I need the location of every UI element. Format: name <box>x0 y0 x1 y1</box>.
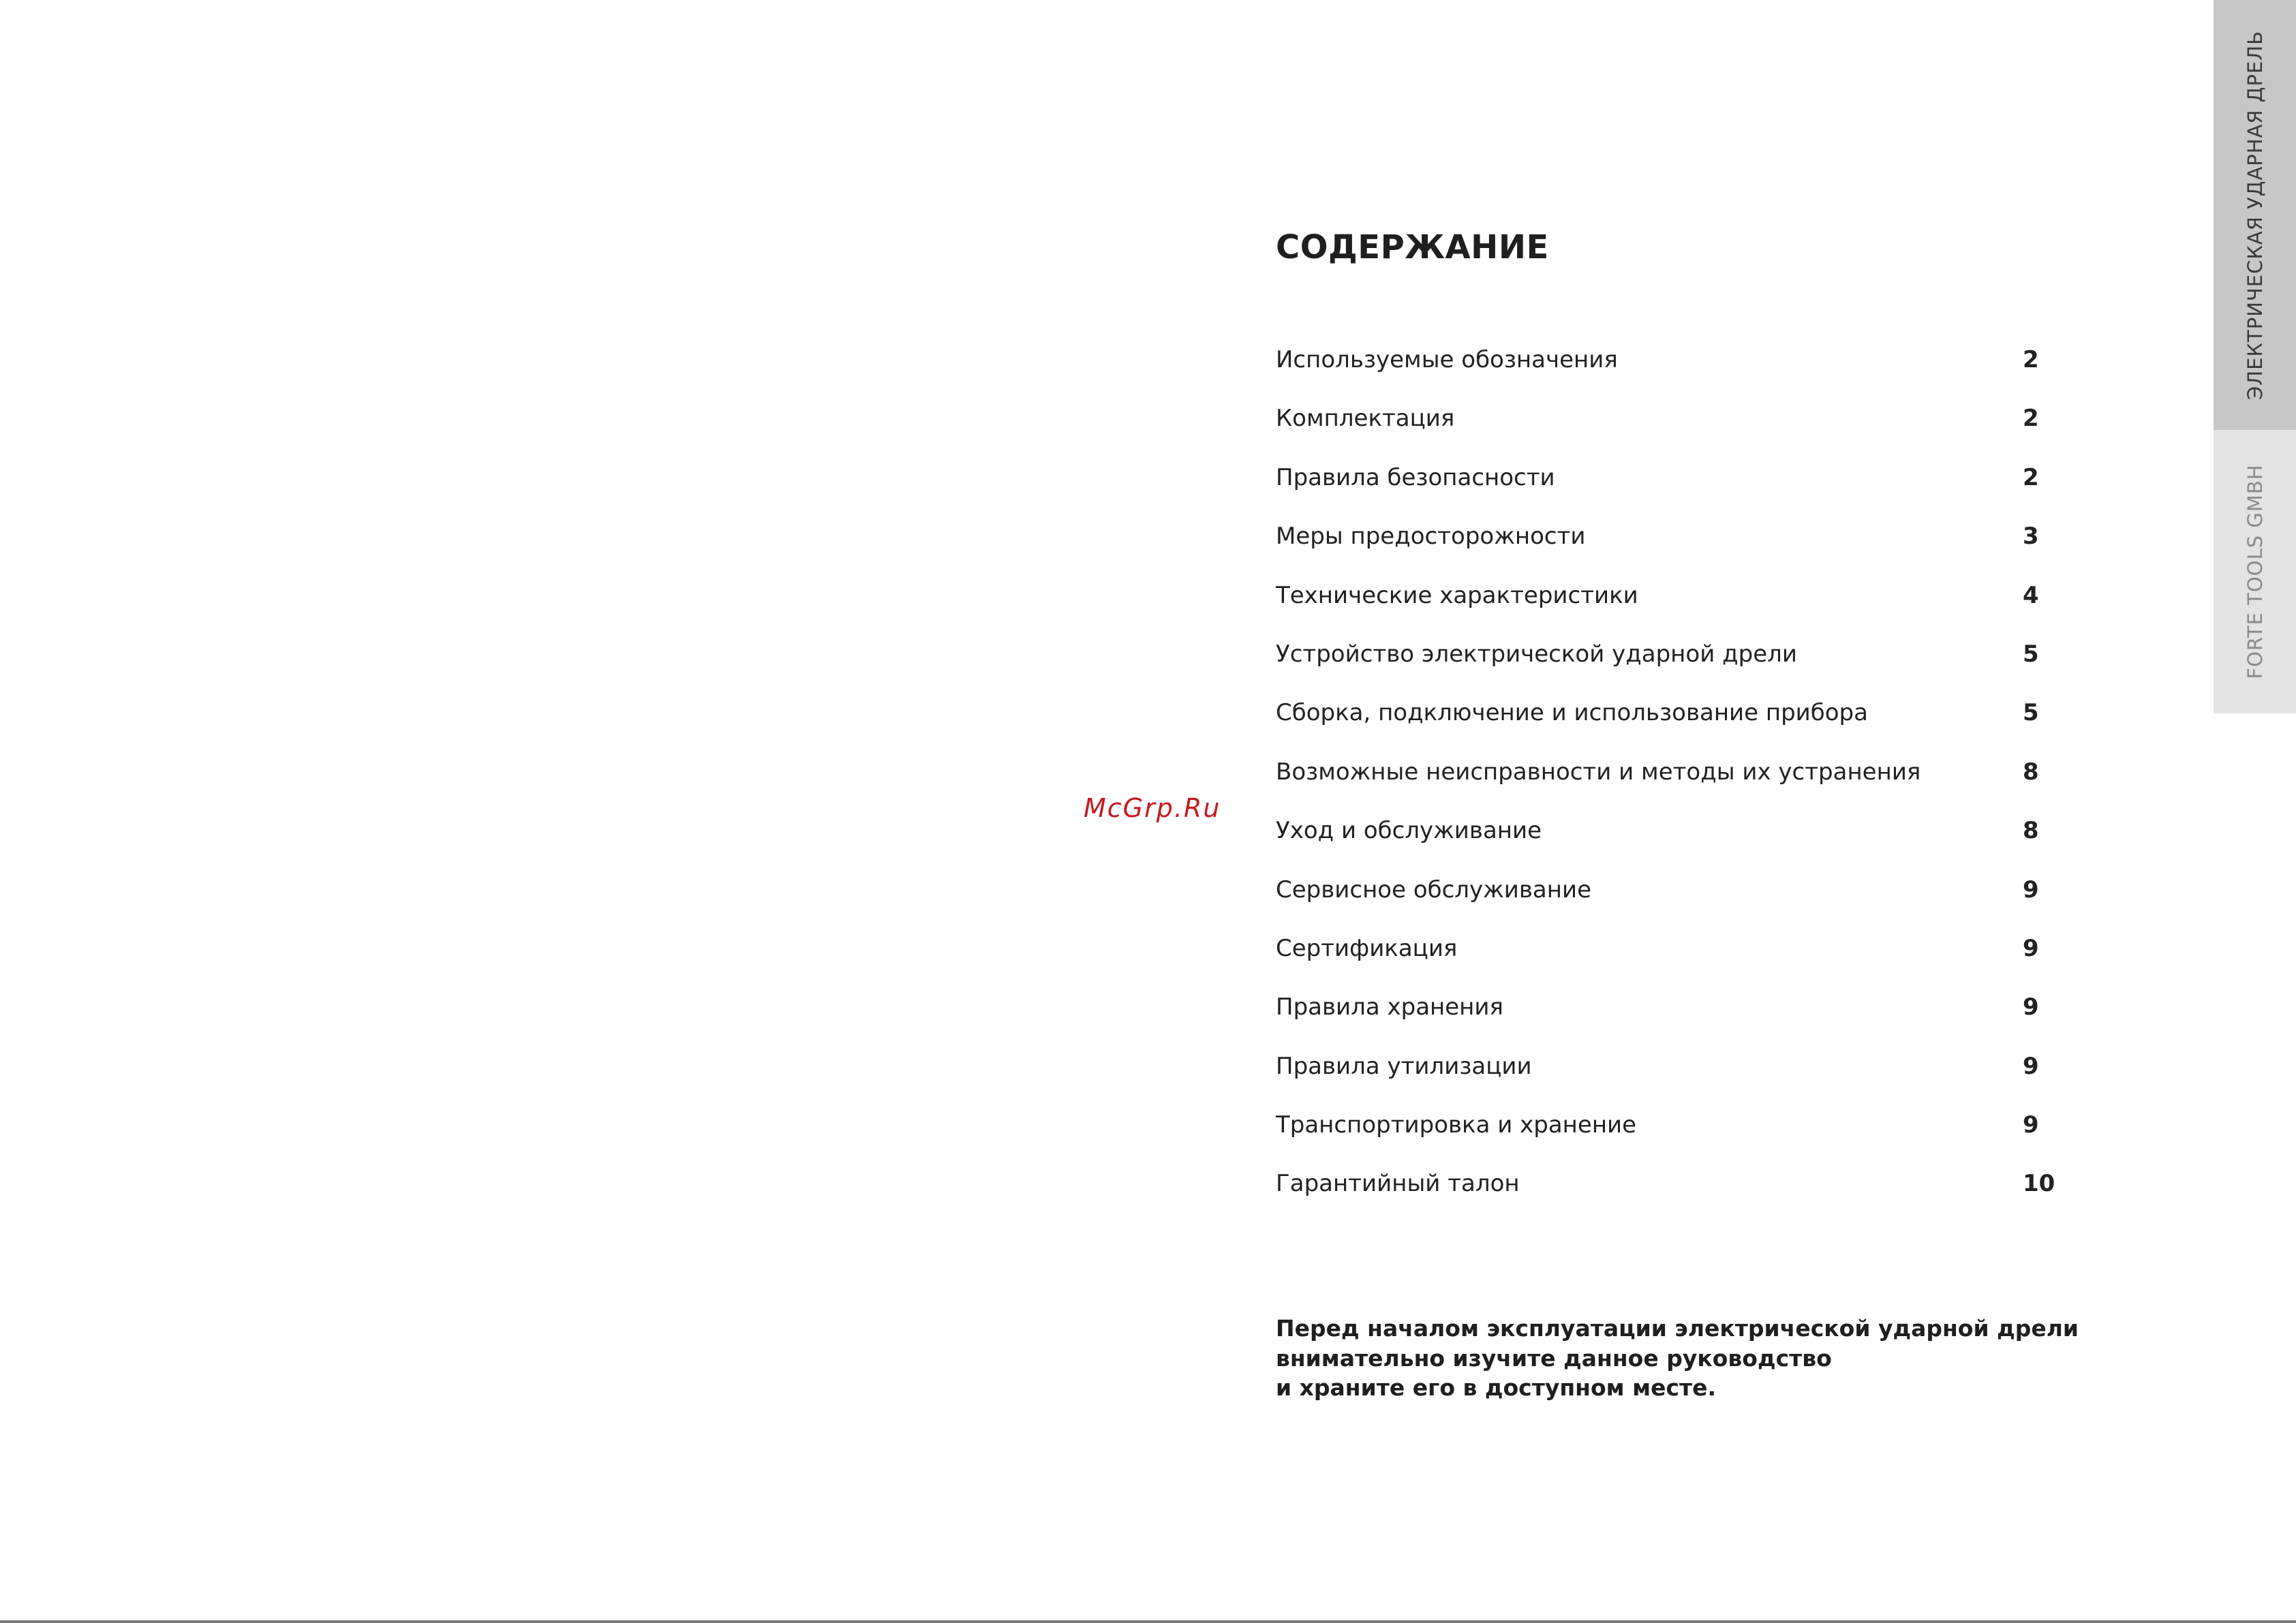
usage-note-line: и храните его в доступном месте. <box>1276 1374 1717 1401</box>
toc-item-page: 2 <box>2023 405 2039 433</box>
toc-item-page: 8 <box>2023 817 2039 845</box>
toc-item-label: Правила безопасности <box>1276 463 1555 491</box>
toc-item <box>1276 696 2053 754</box>
toc-item <box>1276 401 2053 460</box>
toc-item-page: 3 <box>2023 523 2039 551</box>
toc-item <box>1276 990 2053 1049</box>
usage-note-line: Перед началом эксплуатации электрической ударной дрели <box>1276 1315 2079 1342</box>
toc-item-page: 5 <box>2023 640 2039 668</box>
toc-item <box>1276 814 2053 872</box>
toc-item-label: Уход и обслуживание <box>1276 817 1542 845</box>
toc-item-label: Меры предосторожности <box>1276 523 1586 551</box>
watermark-text: McGrp.Ru <box>1084 793 1221 823</box>
side-tab-brand <box>2214 430 2296 713</box>
toc-item <box>1276 519 2053 578</box>
side-tab-brand-label: FORTE TOOLS GMBH <box>2243 464 2267 679</box>
toc-item-page: 10 <box>2023 1170 2055 1198</box>
toc-item-label: Технические характеристики <box>1276 581 1638 609</box>
toc-item-label: Сборка, подключение и использование прибора <box>1276 699 1868 727</box>
toc-item-page: 9 <box>2023 1052 2039 1080</box>
toc-item-page: 8 <box>2023 758 2039 786</box>
toc-item-page: 4 <box>2023 581 2039 609</box>
toc-item-label: Комплектация <box>1276 405 1455 433</box>
toc-item-label: Используемые обозначения <box>1276 346 1618 373</box>
side-tab-product-label: ЭЛЕКТРИЧЕСКАЯ УДАРНАЯ ДРЕЛЬ <box>2243 30 2267 400</box>
toc-item <box>1276 931 2053 990</box>
toc-item-label: Транспортировка и хранение <box>1276 1111 1637 1139</box>
toc-item-label: Гарантийный талон <box>1276 1170 1520 1198</box>
toc-item-page: 9 <box>2023 876 2039 903</box>
bottom-divider <box>0 1620 2296 1623</box>
page-title: СОДЕРЖАНИЕ <box>1276 228 1549 266</box>
toc-item <box>1276 1166 2053 1225</box>
toc-item-label: Возможные неисправности и методы их устранения <box>1276 758 1921 786</box>
toc-item-page: 5 <box>2023 699 2039 727</box>
toc-item <box>1276 1049 2053 1108</box>
toc-item-page: 9 <box>2023 1111 2039 1139</box>
toc-item-label: Устройство электрической ударной дрели <box>1276 640 1797 668</box>
toc-item-page: 2 <box>2023 346 2039 373</box>
toc-item-page: 2 <box>2023 463 2039 491</box>
toc-item <box>1276 873 2053 931</box>
toc-item-label: Сертификация <box>1276 934 1458 962</box>
toc-item <box>1276 1108 2053 1166</box>
toc-item <box>1276 461 2053 519</box>
toc-item <box>1276 755 2053 814</box>
toc-item-page: 9 <box>2023 934 2039 962</box>
toc-item <box>1276 343 2053 401</box>
usage-note-line: внимательно изучите данное руководство <box>1276 1344 1832 1372</box>
toc-item-label: Правила утилизации <box>1276 1052 1532 1080</box>
toc-item-page: 9 <box>2023 993 2039 1021</box>
side-tab-product <box>2214 0 2296 430</box>
toc-item-label: Сервисное обслуживание <box>1276 876 1591 903</box>
usage-note <box>1276 1314 2079 1403</box>
table-of-contents <box>1276 343 2053 1226</box>
toc-item <box>1276 578 2053 637</box>
toc-item-label: Правила хранения <box>1276 993 1503 1021</box>
toc-item <box>1276 637 2053 696</box>
